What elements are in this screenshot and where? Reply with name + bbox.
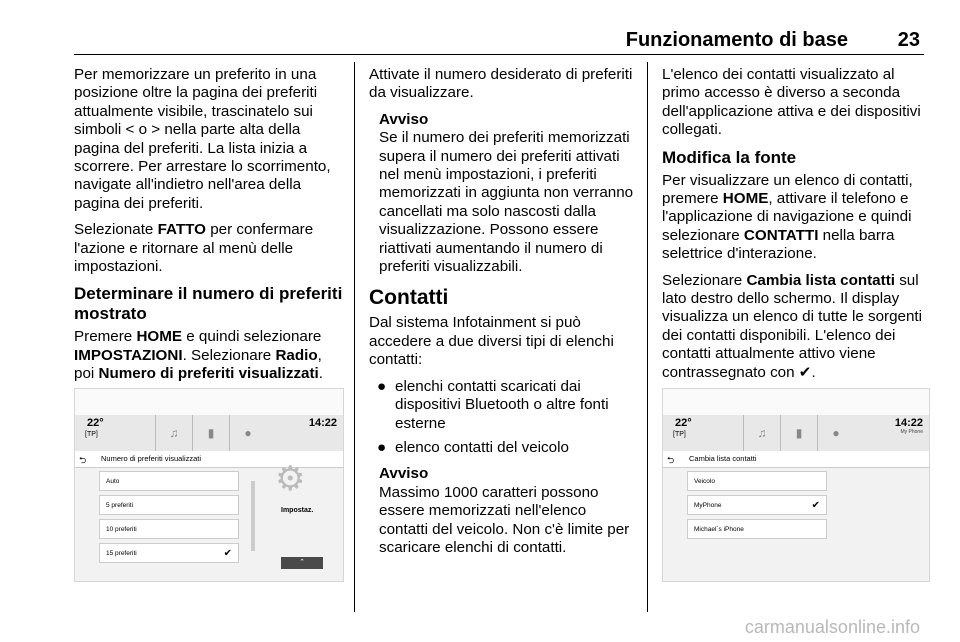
gear-icon: ⚙: [275, 460, 306, 498]
col2-paragraph-1: Attivate il numero desiderato di preferiti da visualizzare.: [369, 66, 633, 102]
screenshot-change-contact-list: [662, 388, 930, 582]
panel-title: Numero di preferiti visualizzati: [101, 454, 202, 463]
column-divider-1: [354, 62, 355, 612]
app-tabs: [743, 415, 854, 451]
back-row[interactable]: [663, 451, 929, 468]
nav-icon[interactable]: ●: [817, 415, 854, 451]
status-bar: [75, 415, 343, 452]
note-2: [379, 465, 634, 557]
col2-paragraph-2: Dal sistema Infotainment si può accedere a due diversi tipi di elenchi contatti:: [369, 314, 614, 369]
note-1-text: Se il numero dei preferiti memorizzati supera il numero dei preferiti attivati nel menù impostazioni, i preferiti memorizzati in aggiunta non verranno cancellati ma solo nascosti dalla visualizzazione. Possono essere riattivati aumentando il numero di preferiti visualizzabili.: [379, 129, 634, 276]
panel-title: Cambia lista contatti: [689, 454, 757, 463]
traffic-program: [TP]: [85, 431, 98, 438]
contact-source-item-selected[interactable]: MyPhone ✔: [687, 495, 827, 515]
col1-paragraph-2: Selezionate FATTO per confermare l'azione e ritornare al menù delle impostazioni.: [74, 221, 314, 276]
nav-icon[interactable]: ●: [229, 415, 266, 451]
back-icon[interactable]: ⮌: [667, 455, 675, 465]
clock: 14:22: [308, 417, 337, 429]
settings-panel: [75, 451, 343, 581]
scroll-up-button[interactable]: ⌃: [281, 557, 323, 569]
traffic-program: [TP]: [673, 431, 686, 438]
column-2: [369, 66, 634, 565]
note-2-text: Massimo 1000 caratteri possono essere memorizzati nell'elenco contatti del veicolo. Non c'è limite per scaricare elenchi di contatti.: [379, 483, 630, 556]
option-item[interactable]: Auto: [99, 471, 239, 491]
page-title: Funzionamento di base: [625, 29, 848, 51]
music-icon[interactable]: ♫: [155, 415, 192, 451]
site-watermark: carmanualsonline.info: [744, 617, 920, 637]
column-divider-2: [647, 62, 648, 612]
col2-heading: Contatti: [369, 286, 449, 310]
list-item: ● elenchi contatti scaricati dai dispositivi Bluetooth o altre fonti esterne: [377, 377, 609, 432]
contacts-panel: [663, 451, 929, 581]
note-2-title: Avviso: [379, 465, 429, 483]
page-number: 23: [897, 29, 920, 51]
app-tabs: [155, 415, 266, 451]
list-item: ● elenco contatti del veicolo: [377, 438, 569, 456]
col1-paragraph-1: Per memorizzare un preferito in una posizione oltre la pagina dei preferiti attualmente visibile, trascinatelo sui simboli < o > nella parte alta della pagina del preferiti. La lista inizia a scorrere. Per arrestare lo scorrimento, navigate all'indietro nell'area della pagina dei preferiti.: [74, 66, 331, 212]
col3-paragraph-1: L'elenco dei contatti visualizzato al primo accesso è diverso a seconda dell'applicazione attiva e dei dispositivi collegati.: [662, 66, 921, 139]
bullet-icon: ●: [377, 377, 387, 395]
scrollbar[interactable]: [251, 481, 255, 551]
contact-list-types: [369, 378, 634, 458]
checkmark-icon: ✔: [811, 500, 820, 511]
back-icon[interactable]: ⮌: [79, 455, 87, 465]
col3-paragraph-2: Per visualizzare un elenco di contatti, premere HOME, attivare il telefono e l'applicazione di navigazione e quindi selezionare CONTATTI nella barra selettrice d'interazione.: [662, 171, 913, 263]
option-item-selected[interactable]: 15 preferiti ✔: [99, 543, 239, 563]
header-rule: [74, 54, 924, 55]
temperature: 22°: [87, 417, 104, 429]
col3-heading: Modifica la fonte: [662, 147, 797, 167]
column-3: [662, 66, 928, 390]
contact-source-item[interactable]: Veicolo: [687, 471, 827, 491]
checkmark-icon: ✔: [798, 363, 812, 381]
settings-label: Impostaz.: [281, 507, 314, 514]
option-item[interactable]: 5 preferiti: [99, 495, 239, 515]
column-1: [74, 66, 344, 392]
phone-icon[interactable]: ▮: [780, 415, 817, 451]
col1-heading: Determinare il numero di preferiti mostrato: [74, 284, 343, 324]
bullet-icon: ●: [377, 438, 387, 456]
checkmark-icon: ✔: [223, 548, 232, 559]
note-1-title: Avviso: [379, 110, 429, 128]
music-icon[interactable]: ♫: [743, 415, 780, 451]
col3-paragraph-3: Selezionare Cambia lista contatti sul lato destro dello schermo. Il display visualizza un elenco di tutte le sorgenti dei contatti disponibili. L'elenco dei contatti attualmente attivo viene contrassegnato con ✔.: [662, 271, 923, 381]
status-bar: [663, 415, 929, 452]
contact-source-item[interactable]: Michael´s iPhone: [687, 519, 827, 539]
phone-name: My Phone: [900, 429, 923, 435]
col1-paragraph-3: Premere HOME e quindi selezionare IMPOSTAZIONI. Selezionare Radio, poi Numero di preferiti visualizzati.: [74, 328, 324, 383]
phone-icon[interactable]: ▮: [192, 415, 229, 451]
clock: 14:22: [894, 417, 923, 429]
note-1: [379, 111, 634, 277]
option-item[interactable]: 10 preferiti: [99, 519, 239, 539]
temperature: 22°: [675, 417, 692, 429]
screenshot-favourites-count: [74, 388, 344, 582]
page-header: [0, 0, 960, 52]
